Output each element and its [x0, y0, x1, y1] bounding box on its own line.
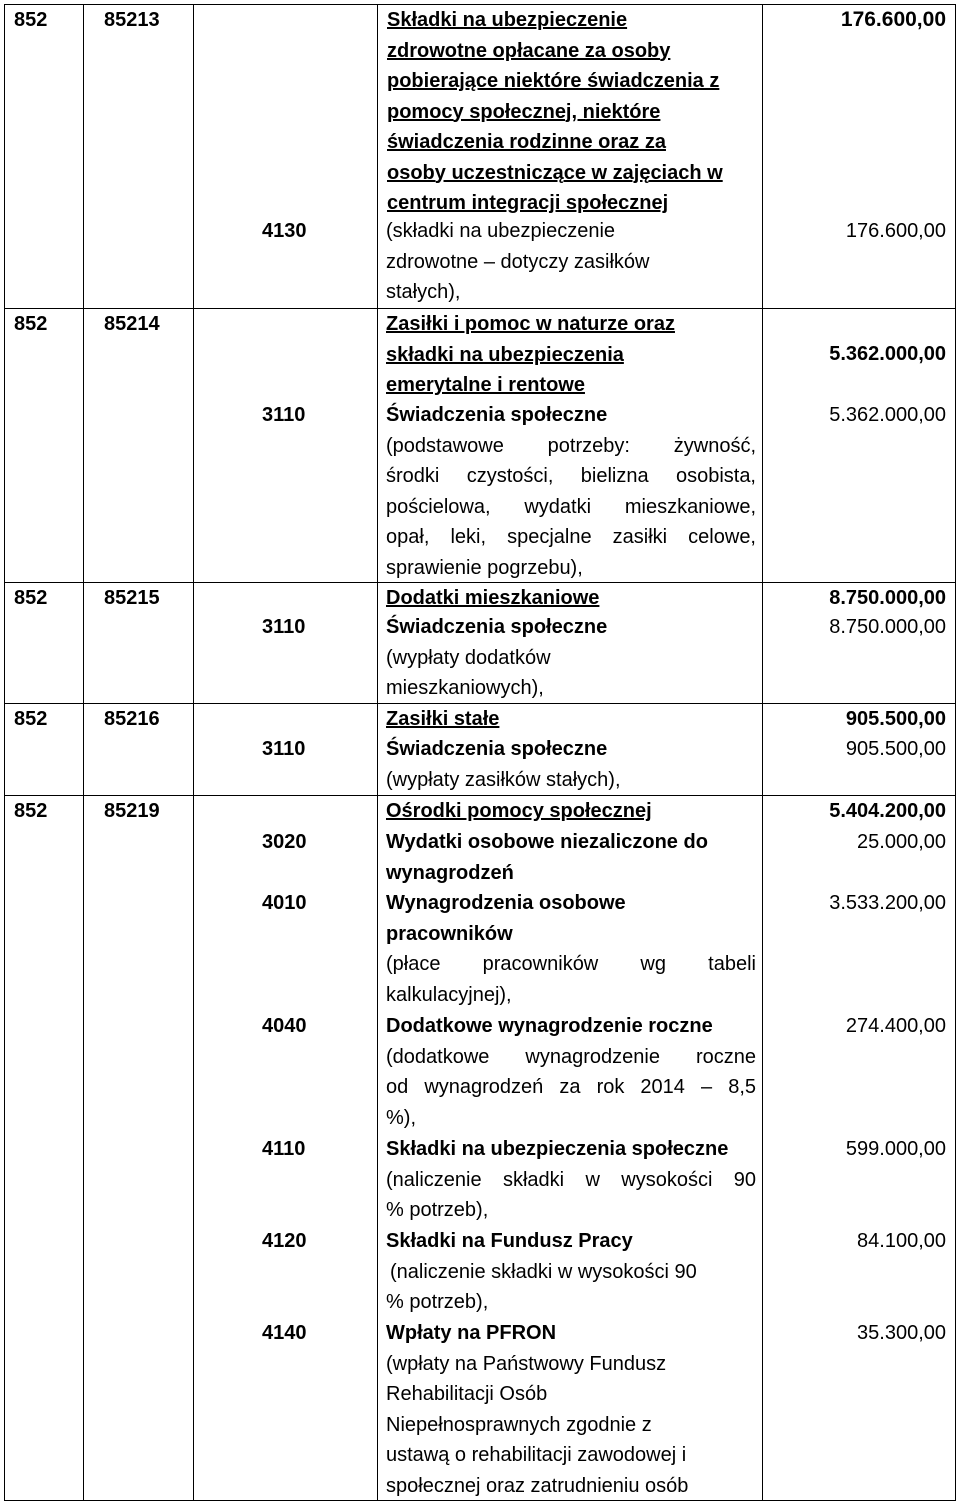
title-line: centrum integracji społecznej [387, 192, 669, 214]
dzial-code: 852 [14, 313, 48, 335]
column-divider [193, 4, 194, 1501]
amount: 905.500,00 [845, 708, 946, 730]
amount: 599.000,00 [845, 1138, 946, 1160]
title-line: Rehabilitacji Osób [386, 1383, 548, 1405]
amount: 8.750.000,00 [829, 616, 946, 638]
title-line: kalkulacyjnej), [386, 983, 512, 1006]
title-line: stałych), [386, 281, 461, 303]
rozdzial-code: 85215 [104, 587, 160, 609]
title-line: pobierające niektóre świadczenia z [387, 70, 720, 92]
rozdzial-code: 85213 [104, 9, 160, 31]
amount: 5.362.000,00 [829, 404, 946, 426]
title-line: %), [386, 1106, 416, 1129]
paragraf-description [386, 888, 756, 1010]
column-divider [762, 4, 763, 1501]
amount: 25.000,00 [857, 831, 946, 853]
amount: 176.600,00 [840, 8, 946, 31]
title-line: pomocy społecznej, niektóre [387, 100, 661, 123]
paragraf-description [386, 1011, 756, 1133]
title-line: Świadczenia społeczne [386, 738, 608, 760]
rozdzial-code: 85214 [104, 313, 160, 335]
title-line: środki czystości, bielizna osobista, [386, 465, 756, 487]
rozdzial-title [386, 796, 756, 827]
rozdzial-code: 85219 [104, 800, 160, 822]
amount: 5.362.000,00 [829, 343, 946, 365]
title-line: Zasiłki i pomoc w naturze oraz [386, 313, 675, 335]
column-divider [83, 4, 84, 1501]
rozdzial-title [386, 704, 756, 735]
paragraf-description [386, 612, 756, 704]
title-line: wynagrodzeń [386, 861, 514, 884]
title-line: Świadczenia społeczne [386, 404, 608, 426]
paragraf-code: 3110 [262, 616, 306, 638]
dzial-code: 852 [14, 9, 48, 31]
title-line: % potrzeb), [386, 1199, 489, 1221]
title-line: Dodatkowe wynagrodzenie roczne [386, 1015, 713, 1037]
title-line: % potrzeb), [386, 1291, 489, 1313]
title-line: Dodatki mieszkaniowe [386, 587, 600, 609]
title-line: osoby uczestniczące w zajęciach w [387, 161, 723, 184]
title-line: (podstawowe potrzeby: żywność, [386, 434, 756, 457]
title-line: Składki na ubezpieczenia społeczne [386, 1138, 729, 1160]
title-line: Świadczenia społeczne [386, 616, 608, 638]
paragraf-code: 3020 [262, 831, 307, 853]
title-line: (dodatkowe wynagrodzenie roczne [386, 1045, 756, 1068]
title-line: ustawą o rehabilitacji zawodowej i [386, 1444, 687, 1466]
paragraf-code: 3110 [262, 738, 306, 760]
paragraf-code: 4130 [262, 220, 307, 242]
title-line: (wypłaty zasiłków stałych), [386, 768, 621, 791]
dzial-code: 852 [14, 587, 48, 609]
paragraf-description [386, 1134, 756, 1226]
amount: 274.400,00 [845, 1015, 946, 1037]
amount: 176.600,00 [845, 220, 946, 242]
rozdzial-title [386, 583, 756, 614]
paragraf-code: 3110 [262, 404, 306, 426]
title-line: Wydatki osobowe niezaliczone do [386, 831, 708, 853]
title-line: (wpłaty na Państwowy Fundusz [386, 1352, 667, 1375]
title-line: Składki na Fundusz Pracy [386, 1230, 633, 1252]
title-line: Niepełnosprawnych zgodnie z [386, 1413, 652, 1436]
title-line: od wynagrodzeń za rok 2014 – 8,5 [386, 1076, 756, 1098]
title-line: pracowników [386, 922, 513, 945]
title-line: Zasiłki stałe [386, 708, 500, 730]
amount: 3.533.200,00 [829, 892, 946, 914]
amount: 8.750.000,00 [829, 587, 946, 609]
paragraf-description [386, 1318, 756, 1501]
title-line: (składki na ubezpieczenie [386, 220, 616, 242]
rozdzial-code: 85216 [104, 708, 160, 730]
title-line: mieszkaniowych), [386, 677, 544, 699]
amount: 905.500,00 [845, 738, 946, 760]
title-line: (wypłaty dodatków [386, 646, 551, 669]
paragraf-description [386, 216, 756, 308]
amount: 35.300,00 [857, 1322, 946, 1344]
rozdzial-title [387, 5, 757, 219]
column-divider [377, 4, 378, 1501]
title-line: (naliczenie składki w wysokości 90 [386, 1168, 756, 1191]
dzial-code: 852 [14, 800, 48, 822]
rozdzial-title [386, 309, 756, 401]
title-line: emerytalne i rentowe [386, 374, 585, 396]
paragraf-code: 4140 [262, 1322, 307, 1344]
title-line: pościelowa, wydatki mieszkaniowe, [386, 495, 756, 518]
title-line: (płace pracowników wg tabeli [386, 953, 756, 975]
title-line: zdrowotne opłacane za osoby [387, 39, 671, 62]
title-line: zdrowotne – dotyczy zasiłków [386, 250, 650, 273]
title-line: Wynagrodzenia osobowe [386, 892, 626, 914]
paragraf-code: 4120 [262, 1230, 307, 1252]
paragraf-description [386, 1226, 756, 1318]
dzial-code: 852 [14, 708, 48, 730]
title-line: Składki na ubezpieczenie [387, 9, 628, 31]
title-line: świadczenia rodzinne oraz za [387, 131, 666, 153]
title-line: społecznej oraz zatrudnieniu osób [386, 1474, 689, 1497]
paragraf-code: 4040 [262, 1015, 307, 1037]
paragraf-description [386, 400, 756, 583]
title-line: Ośrodki pomocy społecznej [386, 800, 652, 822]
title-line: Wpłaty na PFRON [386, 1322, 557, 1344]
paragraf-code: 4110 [262, 1138, 306, 1160]
paragraf-code: 4010 [262, 892, 307, 914]
amount: 84.100,00 [857, 1230, 946, 1252]
title-line: sprawienie pogrzebu), [386, 556, 583, 579]
title-line: (naliczenie składki w wysokości 90 [390, 1260, 697, 1283]
paragraf-description [386, 827, 756, 888]
paragraf-description [386, 734, 756, 795]
title-line: składki na ubezpieczenia [386, 343, 624, 366]
amount: 5.404.200,00 [829, 800, 946, 822]
title-line: opał, leki, specjalne zasiłki celowe, [386, 526, 756, 548]
